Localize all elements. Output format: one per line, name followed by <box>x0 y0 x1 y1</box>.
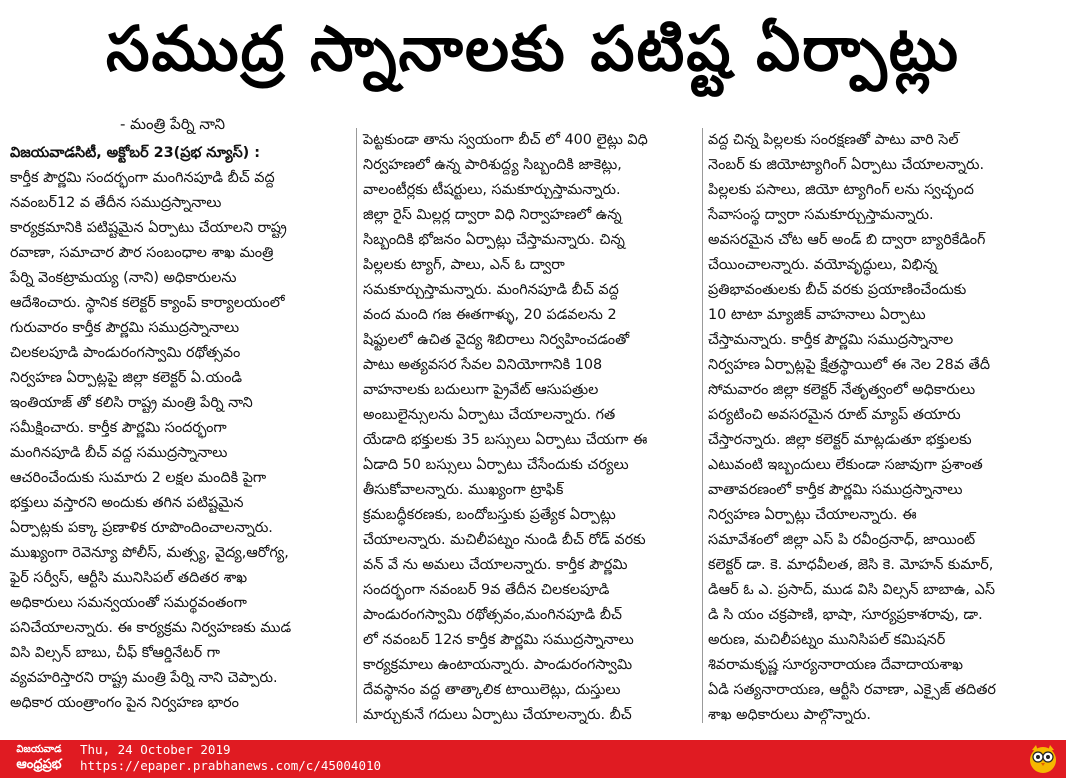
text-line: ప్రతిభావంతులకు బీచ్ వరకు ప్రయాణించేందుకు <box>708 282 967 298</box>
text-line: ఆదేశించారు. స్థానిక కలెక్టర్ క్యాంప్ కార్యాలయంలో <box>10 295 285 311</box>
text-line: నవంబర్12 వ తేదీన సముద్రస్నానాలు <box>10 195 222 211</box>
text-line: ఇంతియాజ్ తో కలిసి రాష్ట్ర మంత్రి పేర్ని నాని <box>10 395 253 411</box>
byline: - మంత్రి పేర్ని నాని <box>120 115 226 133</box>
text-line: చిలకలపూడి పాండురంగస్వామి రథోత్సవం <box>10 345 241 361</box>
text-line: భక్తులు వస్తారని అందుకు తగిన పటిష్టమైన <box>10 495 244 511</box>
text-line: పర్యటించి అవసరమైన రూట్ మ్యాప్ తయారు <box>708 407 961 423</box>
logo-city: విజయవాడ <box>16 744 62 755</box>
text-line: కలెక్టర్ డా. కె. మాధవీలత, జెసి కె. మోహన్ కుమార్, <box>708 557 994 573</box>
text-line: డి సి యం చక్రపాణి, భాషా, సూర్యప్రకాశరావు, డా. <box>708 607 983 623</box>
column-divider <box>702 128 703 723</box>
text-line: అరుణ, మచిలీపట్నం మునిసిపల్ కమిషనర్ <box>708 632 946 648</box>
text-line: ఎటువంటి ఇబ్బందులు లేకుండా సజావుగా ప్రశాంత <box>708 457 983 473</box>
text-line: నిర్వహణలో ఉన్న పారిశుద్ద్య సిబ్బందికి జాకెట్లు, <box>363 157 622 173</box>
column-2-text <box>363 128 698 728</box>
text-line: క్రమబద్ధీకరణకు, బందోబస్తుకు ప్రత్యేక ఏర్పాట్లు <box>363 507 616 523</box>
text-line: నెంబర్ కు జియోట్యాగింగ్ ఏర్పాటు చేయాలన్నారు. <box>708 157 985 173</box>
logo-brand: ఆంధ్రప్రభ <box>16 756 62 771</box>
text-line: కార్యక్రమానికి పటిష్టమైన ఏర్పాటు చేయాలని రాష్ట్ర <box>10 220 287 236</box>
text-line: సమీక్షించారు. కార్తీక పౌర్ణమి సందర్భంగా <box>10 420 227 436</box>
text-line: వ్యవహరిస్తారని రాష్ట్ర మంత్రి పేర్ని నాని చెప్పారు. <box>10 670 278 686</box>
article-column-2 <box>363 128 698 728</box>
text-line: అధికార యంత్రాంగం పైన నిర్వహణ భారం <box>10 695 239 711</box>
text-line: సిబ్బందికి భోజనం ఏర్పాట్లు చేస్తామన్నారు. చిన్న <box>363 232 625 248</box>
text-line: సమకూర్చుస్తామన్నారు. మంగినపూడి బీచ్ వద్ద <box>363 282 619 298</box>
text-line: చేయించాలన్నారు. వయోవృద్ధులు, విభిన్న <box>708 257 938 273</box>
text-line: ముఖ్యంగా రెవెన్యూ పోలీస్, మత్స్య, వైద్య,ఆరోగ్య, <box>10 545 289 561</box>
owl-mascot-icon <box>1028 742 1058 774</box>
text-line: నిర్వహణ ఏర్పాట్లపై క్షేత్రస్థాయిలో ఈ నెల 28వ తేదీ <box>708 357 990 373</box>
text-line: నిర్వహణ ఏర్పాట్లు చేయాలన్నారు. ఈ <box>708 507 917 523</box>
article-column-3 <box>708 128 1053 728</box>
text-line: తీసుకోవాలన్నారు. ముఖ్యంగా ట్రాఫిక్ <box>363 482 564 498</box>
text-line: సేవాసంస్థ ద్వారా సమకూర్చుస్తామన్నారు. <box>708 207 934 223</box>
text-line: పనిచేయాలన్నారు. ఈ కార్యక్రమ నిర్వహణకు ముడ <box>10 620 292 636</box>
footer-url[interactable]: https://epaper.prabhanews.com/c/45004010 <box>80 758 382 773</box>
text-line: శివరామకృష్ణ సూర్యనారాయణ దేవాదాయశాఖ <box>708 657 964 673</box>
text-line: వన్ వే ను అమలు చేయాలన్నారు. కార్తీక పౌర్ణమి <box>363 557 628 573</box>
text-line: పాండురంగస్వామి రథోత్సవం,మంగినపూడి బీచ్ <box>363 607 622 623</box>
text-line: పాటు అత్యవసర సేవల వినియోగానికి 108 <box>363 357 603 373</box>
text-line: అంబులైన్సులను ఏర్పాటు చేయాలన్నారు. గత <box>363 407 616 423</box>
text-line: ఏడాది 50 బస్సులు ఏర్పాటు చేసేందుకు చర్యలు <box>363 457 629 473</box>
text-line: పిల్లలకు ట్యాగ్, పాలు, ఎన్ ఓ ద్వారా <box>363 257 565 273</box>
text-line: అధికారులు సమన్వయంతో సమర్థవంతంగా <box>10 595 247 611</box>
text-line: శాఖ అధికారులు పాల్గొన్నారు. <box>708 707 871 723</box>
text-line: షిఫ్టులలో ఉచిత వైద్య శిబిరాలు నిర్వహించడంతో <box>363 332 630 348</box>
text-line: విసి విల్సన్ బాబు, చీఫ్ కోఆర్డినేటర్ గా <box>10 645 220 661</box>
text-line: నిర్వహణ ఏర్పాట్లపై జిల్లా కలెక్టర్ ఏ.యండి <box>10 370 243 386</box>
footer-meta <box>80 742 381 774</box>
column-3-text <box>708 128 1053 728</box>
text-line: 10 టాటా మ్యాజిక్ వాహనాలు ఏర్పాటు <box>708 307 926 323</box>
text-line: చేయాలన్నారు. మచిలీపట్నం నుండి బీచ్ రోడ్ వరకు <box>363 532 646 548</box>
text-line: పేర్ని వెంకట్రామయ్య (నాని) అధికారులను <box>10 270 237 286</box>
text-line: గురువారం కార్తీక పౌర్ణమి సముద్రస్నానాలు <box>10 320 240 336</box>
headline: సముద్ర స్నానాలకు పటిష్ట ఏర్పాట్లు <box>106 12 960 85</box>
column-1-text <box>10 166 350 716</box>
text-line: ఆచరించేందుకు సుమారు 2 లక్షల మందికి పైగా <box>10 470 267 486</box>
text-line: సమావేశంలో జిల్లా ఎస్ పి రవీంద్రనాధ్, జాయింట్ <box>708 532 976 548</box>
text-line: రవాణా, సమాచార పౌర సంబంధాల శాఖ మంత్రి <box>10 245 274 261</box>
text-line: మంగినపూడి బీచ్ వద్ద సముద్రస్నానాలు <box>10 445 228 461</box>
text-line: ఏడి సత్యనారాయణ, ఆర్టీసి రవాణా, ఎక్సైజ్ తదితర <box>708 682 996 698</box>
dateline: విజయవాడసిటీ, అక్టోబర్ 23(ప్రభ న్యూస్) : <box>10 145 261 161</box>
article-column-1 <box>10 112 350 716</box>
text-line: దేవస్థానం వద్ద తాత్కాలిక టాయిలెట్లు, దుస్తులు <box>363 682 621 698</box>
text-line: వాలంటీర్లకు టీషర్టులు, సమకూర్చుస్తామన్నారు. <box>363 182 621 198</box>
text-line: పెట్టకుండా తాను స్వయంగా బీచ్ లో 400 లైట్లు విధి <box>363 132 648 148</box>
text-line: కార్యక్రమాలు ఉంటాయన్నారు. పాండురంగస్వామి <box>363 657 633 673</box>
text-line: కార్తీక పౌర్ణమి సందర్భంగా మంగినపూడి బీచ్ వద్ద <box>10 170 275 186</box>
text-line: సందర్భంగా నవంబర్ 9వ తేదీన చిలకలపూడి <box>363 582 610 598</box>
text-line: వంద మంది గజ ఈతగాళ్ళు, 20 పడవలను 2 <box>363 307 617 323</box>
column-divider <box>356 128 357 723</box>
text-line: వాహనాలకు బదులుగా ప్రైవేట్ ఆసుపత్రుల <box>363 382 599 398</box>
text-line: చేస్తామన్నారు. కార్తీక పౌర్ణమి సముద్రస్నానాల <box>708 332 954 348</box>
footer-date: Thu, 24 October 2019 <box>80 742 231 757</box>
text-line: ఏర్పాట్లకు పక్కా ప్రణాళిక రూపొందించాలన్నారు. <box>10 520 273 536</box>
text-line: డిఆర్ ఓ ఎ. ప్రసాద్, ముడ విసి విల్సన్ బాబాఉ, ఎస్ <box>708 582 995 598</box>
footer <box>0 740 1066 778</box>
text-line: యేడాది భక్తులకు 35 బస్సులు ఏర్పాటు చేయగా ఈ <box>363 432 648 448</box>
text-line: పిల్లలకు పసాలు, జియో ట్యాగింగ్ లను స్వచ్ఛంద <box>708 182 974 198</box>
text-line: ఫైర్ సర్వీస్, ఆర్టీసి మునిసిపల్ తదితర శాఖ <box>10 570 248 586</box>
text-line: లో నవంబర్ 12న కార్తీక పౌర్ణమి సముద్రస్నానాలు <box>363 632 634 648</box>
text-line: వాతావరణంలో కార్తీక పౌర్ణమి సముద్రస్నానాలు <box>708 482 963 498</box>
text-line: మార్చుకునే గదులు ఏర్పాటు చేయాలన్నారు. బీచ్ <box>363 707 632 723</box>
text-line: జిల్లా రైస్ మిల్లర్ల ద్వారా విధి నిర్వాహణలో ఉన్న <box>363 207 622 223</box>
text-line: చేస్తారన్నారు. జిల్లా కలెక్టర్ మాట్లడుతూ భక్తులకు <box>708 432 972 448</box>
text-line: అవసరమైన చోట ఆర్ అండ్ బి ద్వారా బ్యారికేడింగ్ <box>708 232 986 248</box>
text-line: సోమవారం జిల్లా కలెక్టర్ నేతృత్వంలో అధికారులు <box>708 382 976 398</box>
text-line: వద్ద చిన్న పిల్లలకు సంరక్షణతో పాటు వారి సెల్ <box>708 132 959 148</box>
newspaper-logo <box>8 743 70 775</box>
